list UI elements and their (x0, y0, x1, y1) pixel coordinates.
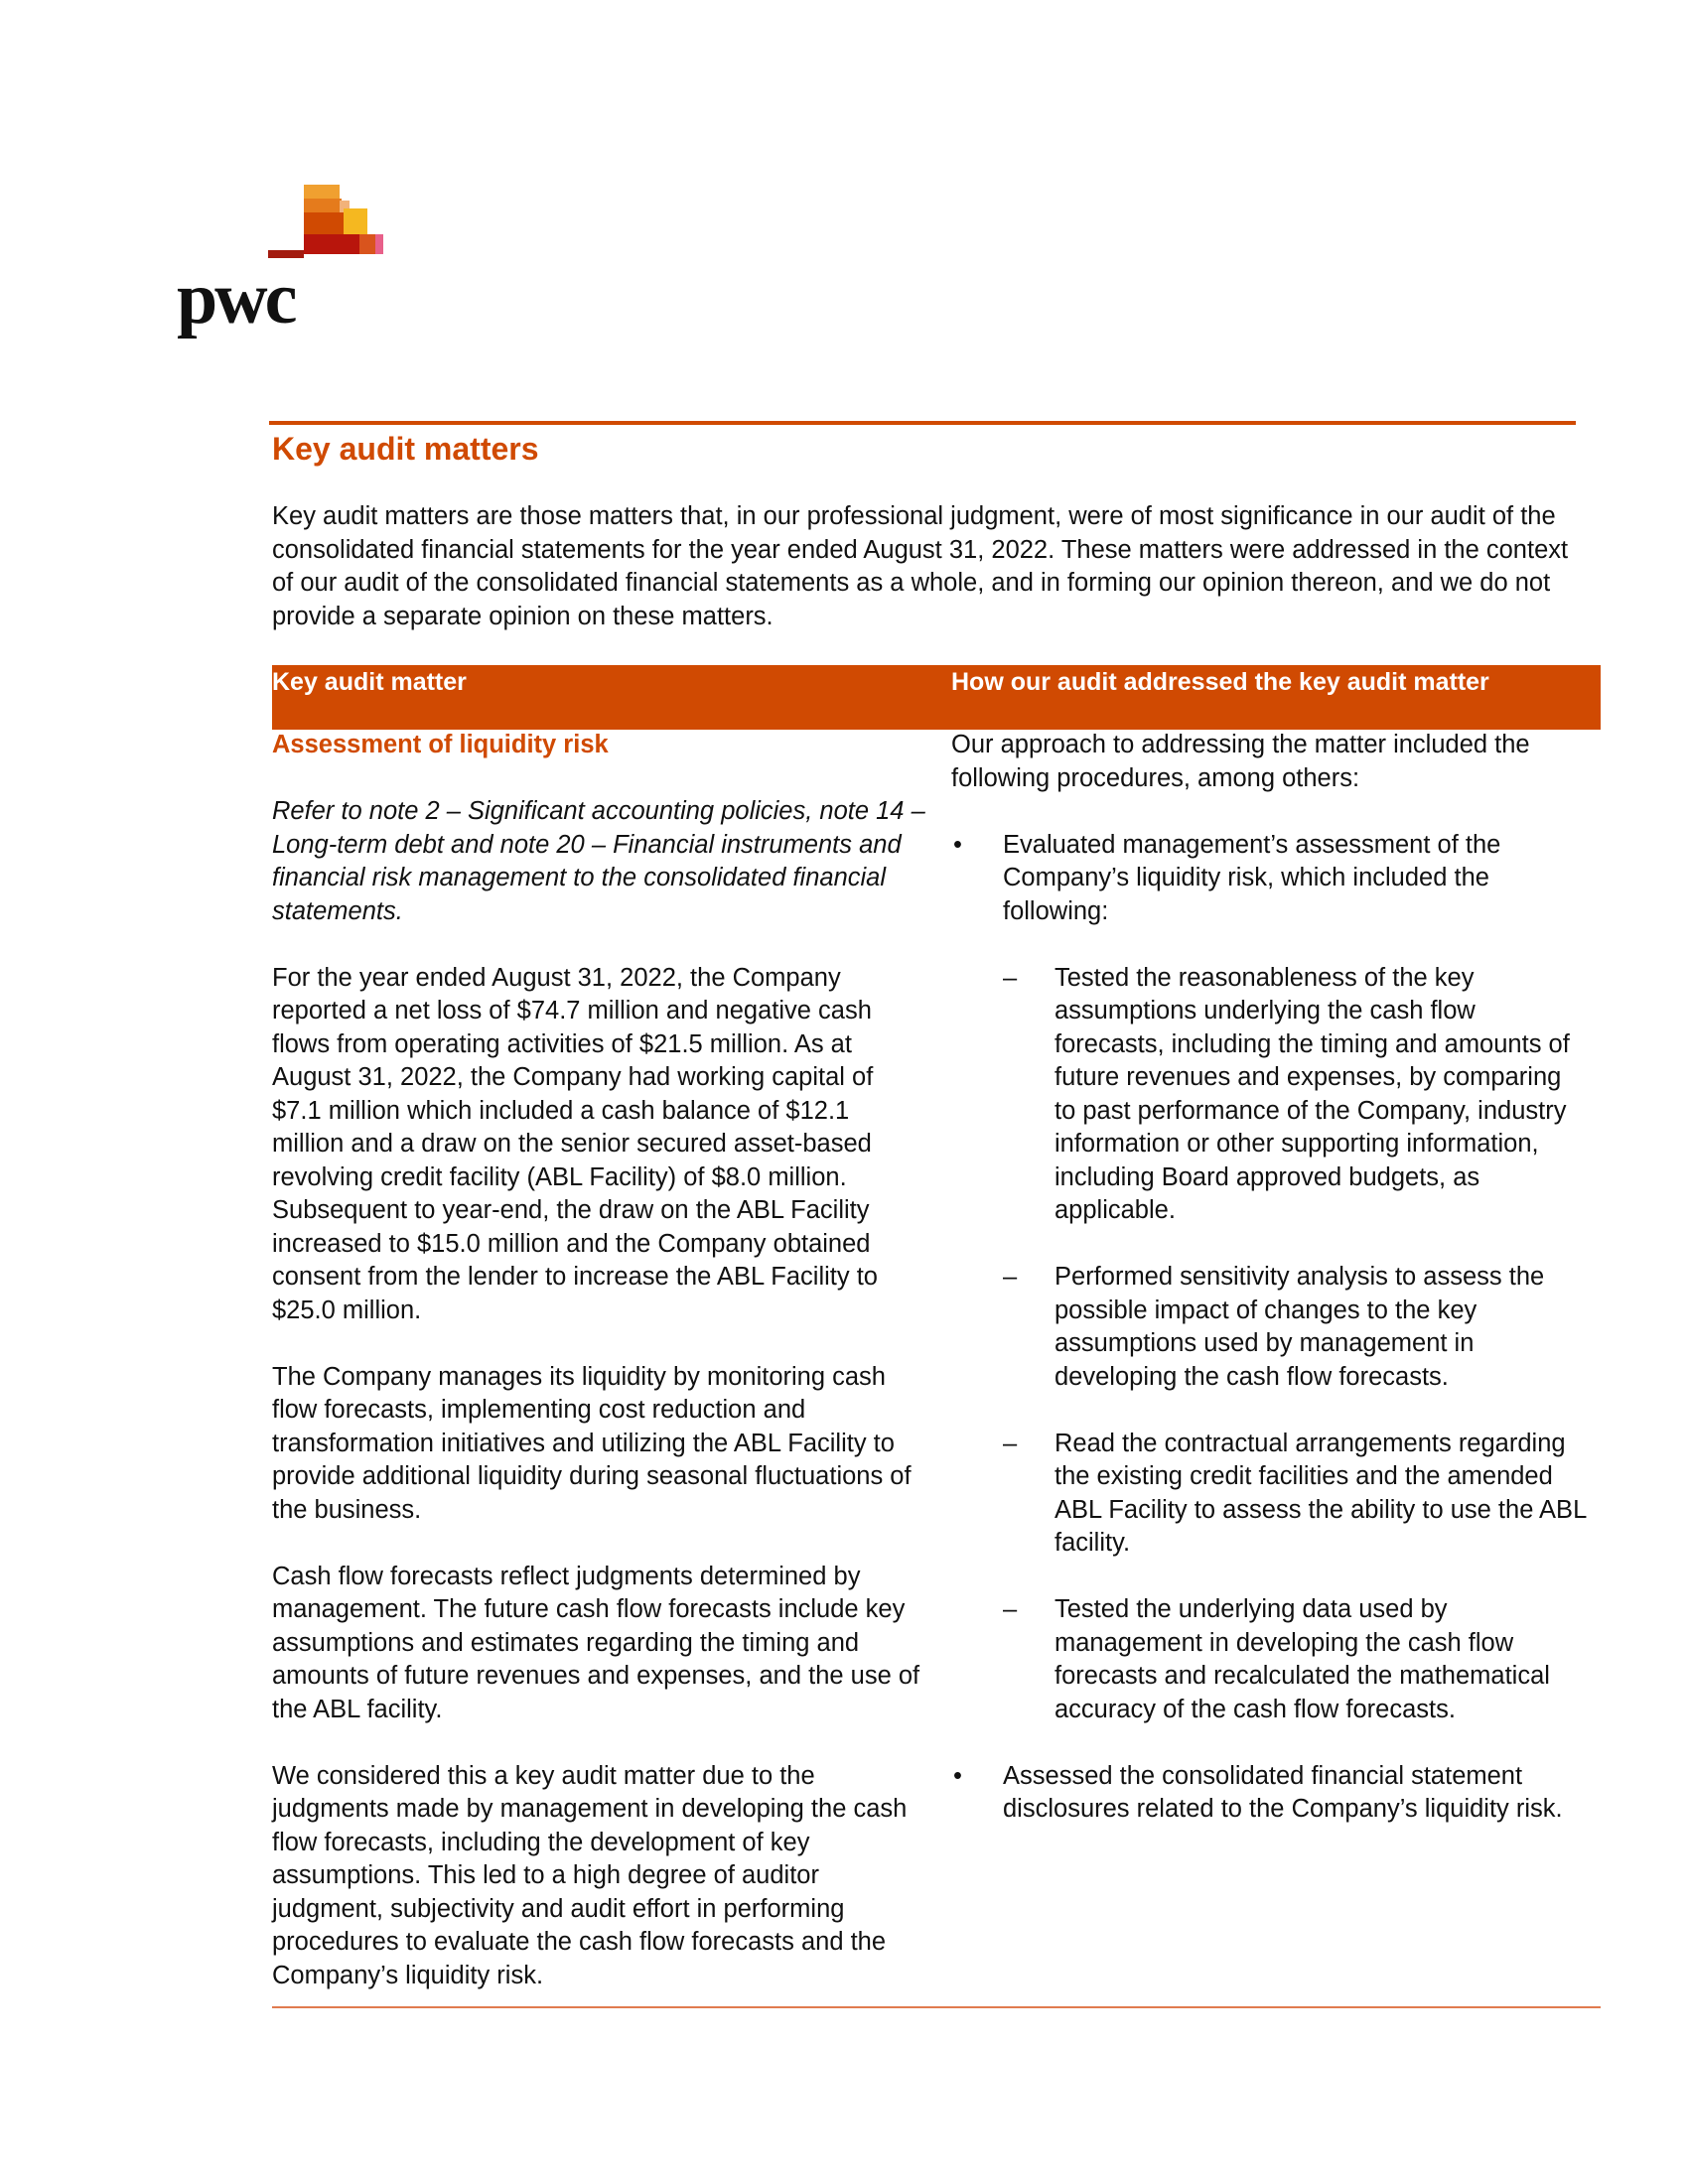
logo-block-1 (304, 185, 340, 199)
dash-icon: – (1003, 1429, 1018, 1457)
logo-underbar (268, 250, 304, 258)
sub-item (1003, 1593, 1587, 1726)
dash-icon: – (1003, 1263, 1018, 1291)
response-intro: Our approach to addressing the matter included the following procedures, among others: (951, 731, 1530, 792)
sub-item-text: Performed sensitivity analysis to assess the possible impact of changes to the key assumptions used by management in developing the cash flow forecasts. (1055, 1263, 1545, 1391)
bullet-icon: • (953, 830, 962, 859)
audit-response-column (951, 729, 1587, 1859)
matter-title: Assessment of liquidity risk (272, 731, 609, 758)
table-header-key-audit-matter: Key audit matter (272, 668, 467, 696)
section-intro: Key audit matters are those matters that, in our professional judgment, were of most significance in our audit of the consolidated financial statements for the year ended August 31, 2022. These matters were addressed in the context of our audit of the consolidated financial statements as a whole, and in forming our opinion thereon, and we do not provide a separate opinion on these matters. (272, 502, 1569, 630)
matter-paragraph: The Company manages its liquidity by monitoring cash flow forecasts, implementing cost reduction and transformation initiatives and utilizing the ABL Facility to provide additional liquidity during seasonal fluctuations of the business. (272, 1362, 912, 1524)
dash-icon: – (1003, 1595, 1018, 1623)
matter-paragraph: For the year ended August 31, 2022, the Company reported a net loss of $74.7 million and negative cash flows from operating activities of $21.5 million. As at August 31, 2022, the Company had working capital of $7.1 million which included a cash balance of $12.1 million and a draw on the senior secured asset-based revolving credit facility (ABL Facility) of $8.0 million. Subsequent to year-end, the draw on the ABL Facility increased to $15.0 million and the Company obtained consent from the lender to increase the ABL Facility to $25.0 million. (272, 963, 878, 1324)
sub-item-text: Tested the reasonableness of the key assumptions underlying the cash flow forecasts, including the timing and amounts of future revenues and expenses, by comparing to past performance of the Company, industry information or other supporting information, including Board approved budgets, as applicable. (1055, 963, 1570, 1224)
matter-reference: Refer to note 2 – Significant accounting policies, note 14 – Long-term debt and note 20 – Financial instruments and financial risk management to the consolidated financial statements. (272, 797, 925, 925)
dash-icon: – (1003, 963, 1018, 992)
logo-block-7 (359, 234, 375, 254)
section-title: Key audit matters (272, 431, 539, 467)
bullet-text: Evaluated management’s assessment of the Company’s liquidity risk, which included the following: (1003, 830, 1501, 925)
logo-block-8 (375, 234, 383, 254)
pwc-logo (177, 185, 385, 343)
response-bullet (951, 829, 1587, 1727)
table-header-audit-response: How our audit addressed the key audit matter (951, 668, 1489, 696)
bullet-text: Assessed the consolidated financial statement disclosures related to the Company’s liquidity risk. (1003, 1761, 1563, 1823)
sub-item (1003, 1428, 1587, 1561)
logo-wordmark: pwc (177, 258, 295, 340)
sub-item (1003, 962, 1587, 1228)
key-audit-matter-column (272, 729, 927, 2026)
sub-item-text: Tested the underlying data used by management in developing the cash flow forecasts and recalculated the mathematical accuracy of the cash flow forecasts. (1055, 1595, 1550, 1723)
matter-paragraph: Cash flow forecasts reflect judgments determined by management. The future cash flow forecasts include key assumptions and estimates regarding the timing and amounts of future revenues and expenses, and the use of the ABL facility. (272, 1562, 920, 1723)
bullet-icon: • (953, 1761, 962, 1790)
logo-block-2 (304, 199, 342, 212)
logo-block-6 (304, 234, 359, 254)
logo-block-5 (344, 208, 367, 234)
matter-paragraph: We considered this a key audit matter due to the judgments made by management in developing the cash flow forecasts, including the development of key assumptions. This led to a high degree of auditor judgment, subjectivity and audit effort in performing procedures to evaluate the cash flow forecasts and the Company’s liquidity risk. (272, 1761, 908, 1989)
section-top-rule (269, 421, 1576, 425)
response-bullet (951, 1760, 1587, 1827)
table-bottom-rule (272, 2006, 1601, 2008)
sub-item-text: Read the contractual arrangements regarding the existing credit facilities and the amended ABL Facility to assess the ability to use the ABL facility. (1055, 1429, 1587, 1557)
sub-list (1003, 962, 1587, 1727)
sub-item (1003, 1261, 1587, 1394)
